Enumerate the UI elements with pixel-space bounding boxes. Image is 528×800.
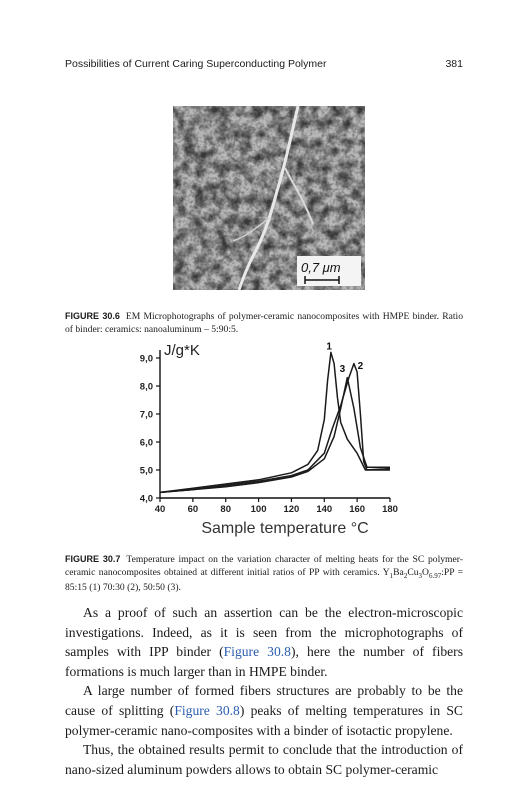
figure-30-6-caption	[65, 310, 463, 336]
series-line-3	[160, 378, 390, 493]
y-tick-label: 8,0	[139, 381, 153, 393]
y-tick-label: 9,0	[139, 353, 153, 365]
x-tick-label: 160	[349, 504, 366, 515]
x-tick-label: 140	[316, 504, 333, 515]
y-axis-label: J/g*K	[164, 342, 200, 359]
y-tick-label: 7,0	[139, 409, 153, 421]
x-tick-label: 80	[220, 504, 232, 515]
figure-30-7-caption-ratio: :PP = 85:15 (1) 70:30 (2), 50:50 (3).	[65, 566, 464, 593]
figure-30-6-label: FIGURE 30.6	[65, 311, 120, 321]
x-tick-label: 40	[154, 504, 166, 515]
running-title: Possibilities of Current Caring Superconducting Polymer	[65, 58, 327, 70]
figure-30-7-caption: FIGURE 30.7 Temperature impact on the variation character of melting heats for the SC polymer-ceramic nanocomposites obtained at different initial ratios of PP with ceramics. $Y_1Ba_2Cu_3O_{6.97}:PP$ = 85:15 (1) 70:30 (2), 50:50 (3).	[65, 554, 464, 593]
x-tick-label: 120	[283, 504, 300, 515]
series-label-3: 3	[339, 364, 346, 375]
melting-heat-chart	[118, 340, 408, 545]
x-tick-label: 180	[382, 504, 398, 515]
body-text	[65, 603, 463, 779]
figure-30-7-label: FIGURE 30.7	[65, 554, 121, 564]
x-tick-label: 100	[250, 504, 267, 515]
figure-30-7-caption-text: Temperature impact on the variation character of melting heats for the SC polymer-ceramic nanocomposites obtained at different initial ratios of PP with ceramics. Y	[65, 554, 463, 578]
running-head	[65, 58, 463, 70]
y-tick-label: 5,0	[139, 465, 153, 477]
paragraph-2: A large number of formed fibers structures are probably to be the cause of splitting (Figure 30.8) peaks of melting temperatures in SC polymer-ceramic nano-composites with a binder of isotactic propylene.	[65, 683, 463, 738]
scale-bar-label: 0,7 μm	[301, 260, 341, 275]
x-axis-label: Sample temperature °C	[201, 520, 369, 537]
micrograph-image	[173, 106, 365, 290]
y-tick-label: 4,0	[139, 493, 153, 505]
paragraph-1: As a proof of such an assertion can be the electron-microscopic investigations. Indeed, as it is seen from the microphotographs of samples with IPP binder (Figure 30.8), here the number of fibers formations is much larger than in HMPE binder.	[65, 605, 463, 679]
figure-30-8-link-2[interactable]: Figure 30.8	[174, 702, 240, 718]
paragraph-3: Thus, the obtained results permit to conclude that the introduction of nano-sized aluminum powders allows to obtain SC polymer-ceramic	[65, 742, 463, 777]
page-number: 381	[445, 58, 463, 70]
x-tick-label: 60	[187, 504, 199, 515]
figure-30-6-caption-text: EM Microphotographs of polymer-ceramic nanocomposites with HMPE binder. Ratio of binder: ceramics: nanoaluminum – 5:90:5.	[65, 311, 463, 335]
series-label-2: 2	[357, 361, 364, 373]
figure-30-8-link[interactable]: Figure 30.8	[223, 644, 291, 660]
y-tick-label: 6,0	[139, 437, 153, 449]
series-line-2	[160, 364, 390, 493]
series-label-1: 1	[326, 341, 332, 353]
